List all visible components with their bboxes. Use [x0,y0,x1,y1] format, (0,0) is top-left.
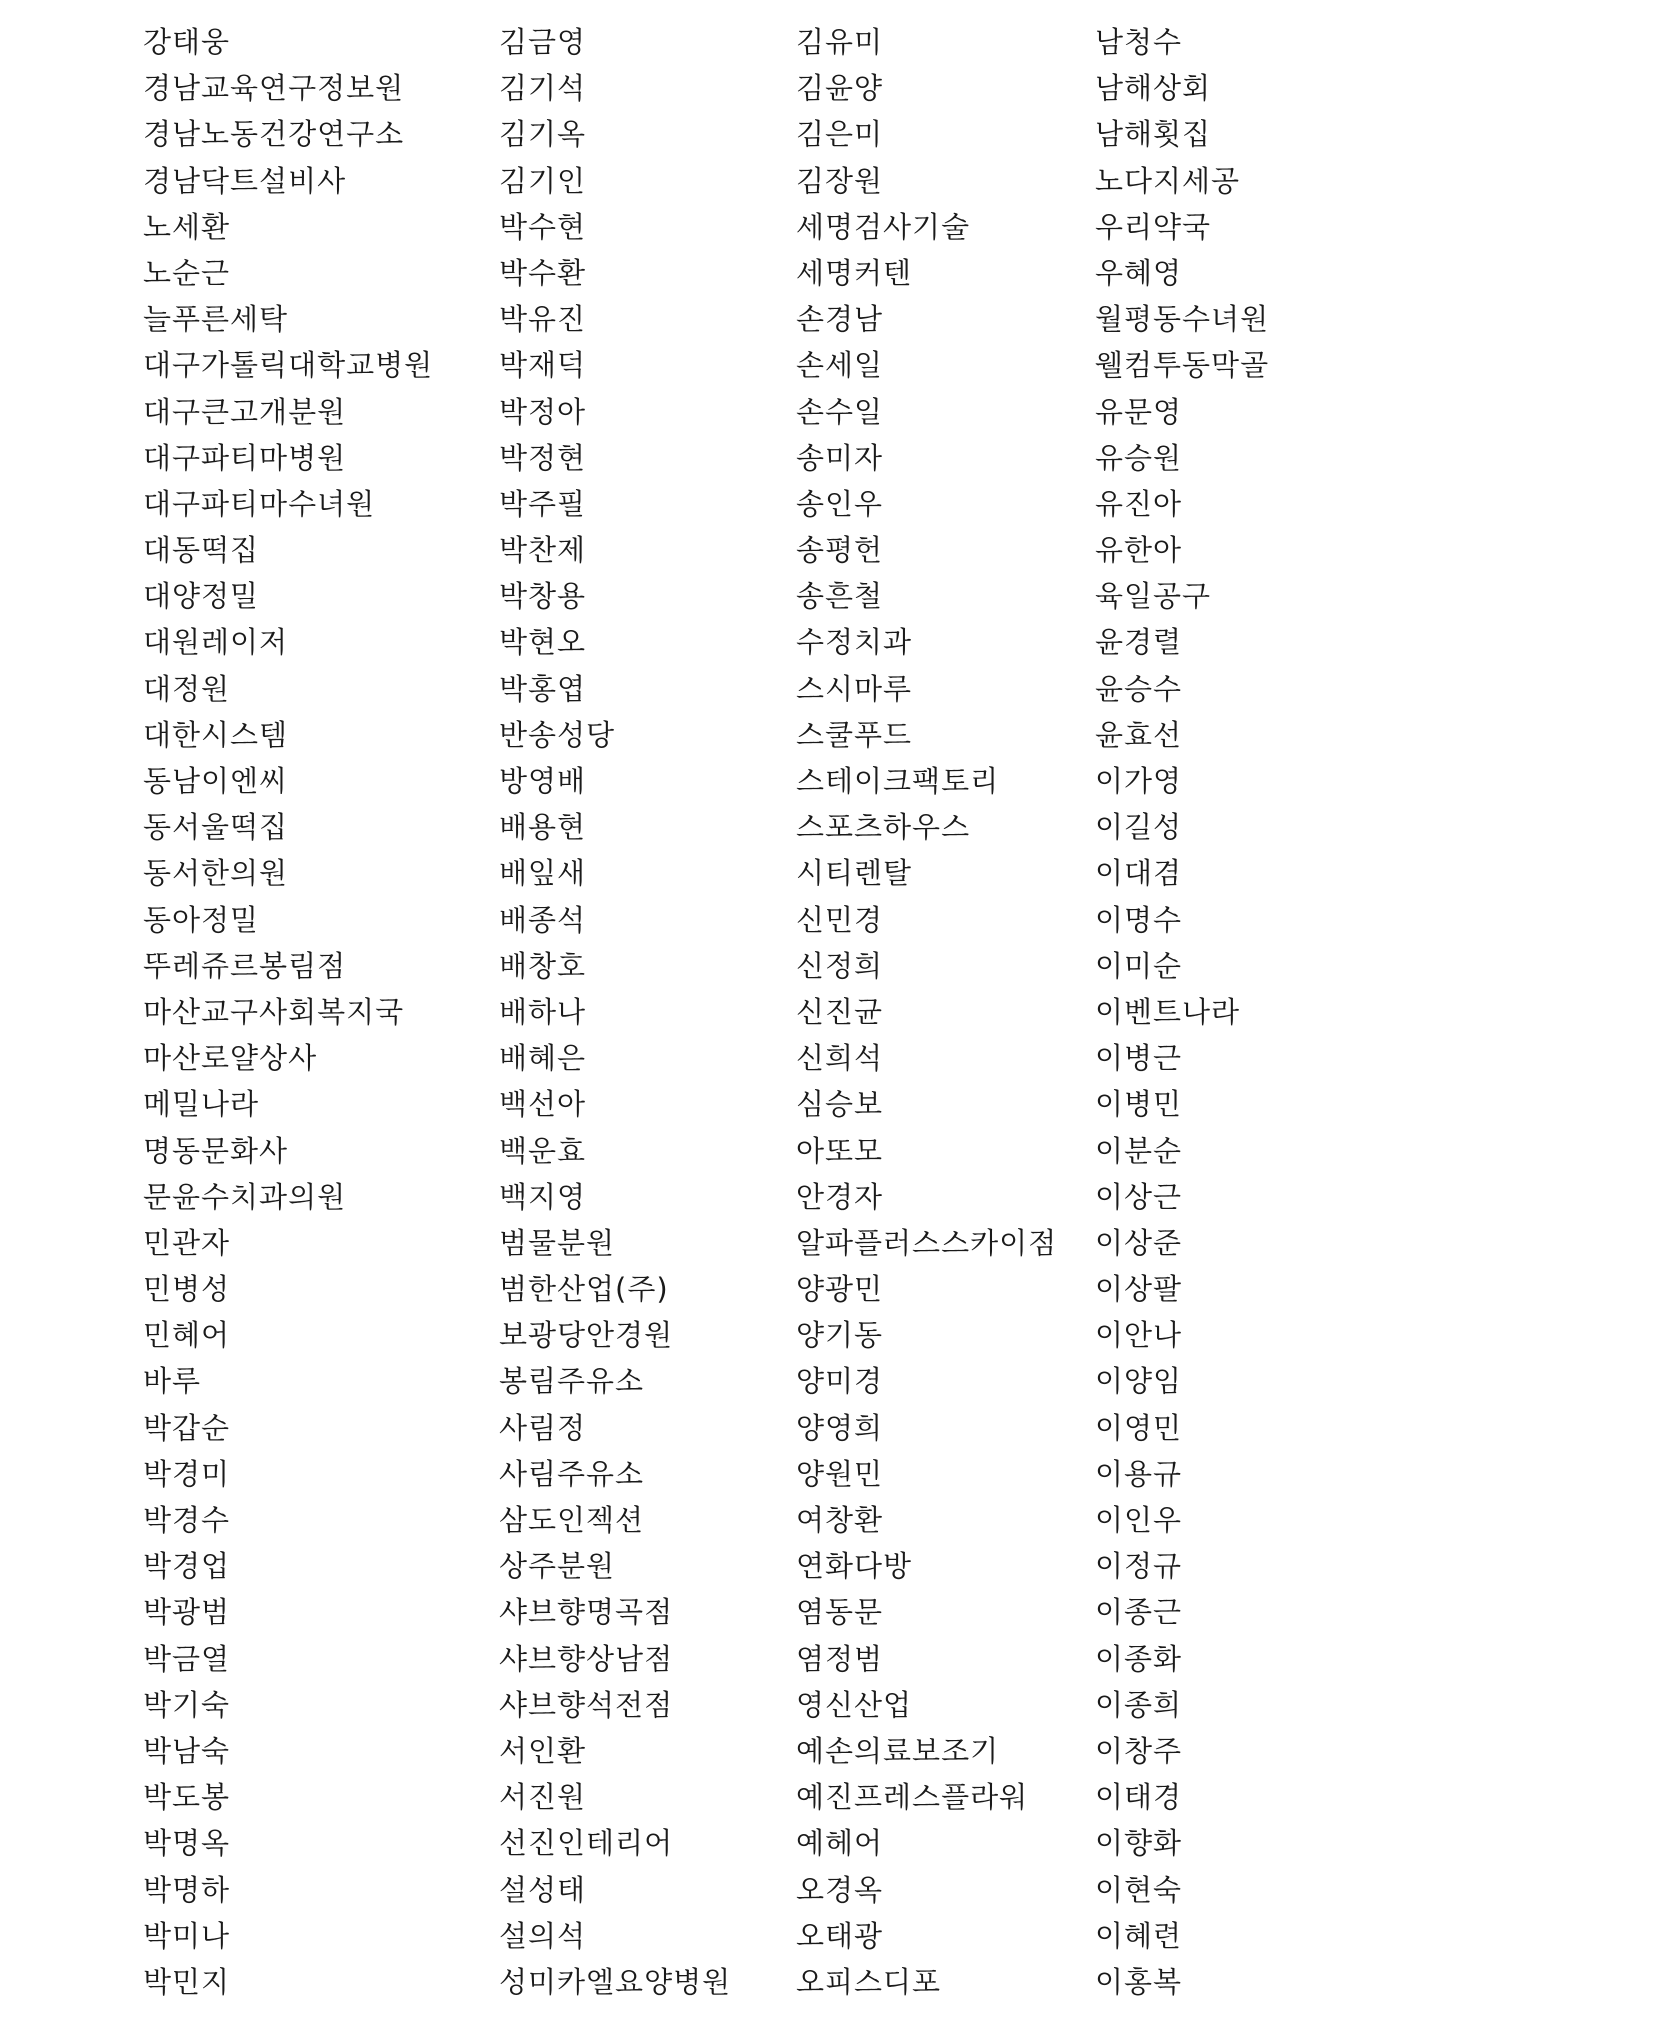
name-entry: 사림주유소 [499,1456,645,1491]
name-entry: 박남숙 [143,1733,231,1768]
name-entry: 스쿨푸드 [796,717,913,752]
name-entry: 마산로얄상사 [143,1041,318,1076]
name-entry: 배혜은 [499,1041,587,1076]
name-entry: 신민경 [796,902,884,937]
name-entry: 손세일 [796,348,884,383]
name-entry: 이상팔 [1095,1272,1183,1307]
name-entry: 박금열 [143,1641,231,1676]
name-column-3 [796,19,1057,2005]
name-entry: 경남닥트설비사 [143,163,347,198]
name-entry: 이종화 [1095,1641,1183,1676]
name-column-1 [143,19,433,2005]
name-entry: 샤브향명곡점 [499,1595,674,1630]
name-entry: 김기인 [499,163,587,198]
name-entry: 양기동 [796,1318,884,1353]
name-entry: 마산교구사회복지국 [143,994,405,1029]
name-entry: 송미자 [796,440,884,475]
name-entry: 신희석 [796,1041,884,1076]
name-entry: 이창주 [1095,1733,1183,1768]
name-entry: 박민지 [143,1964,231,1999]
name-entry: 선진인테리어 [499,1826,674,1861]
name-entry: 염동문 [796,1595,884,1630]
name-entry: 대구파티마병원 [143,440,347,475]
name-entry: 송인우 [796,486,884,521]
name-entry: 아또모 [796,1133,884,1168]
name-entry: 설의석 [499,1918,587,1953]
name-entry: 박갑순 [143,1410,231,1445]
name-entry: 알파플러스스카이점 [796,1225,1058,1260]
name-entry: 이미순 [1095,948,1183,983]
name-entry: 스시마루 [796,671,913,706]
name-entry: 윤경렬 [1095,625,1183,660]
name-entry: 동남이엔씨 [143,764,289,798]
name-entry: 배종석 [499,902,587,937]
name-entry: 뚜레쥬르봉림점 [143,948,347,983]
name-entry: 심승보 [796,1087,884,1122]
name-entry: 범한산업(주) [499,1272,669,1307]
name-entry: 민혜어 [143,1318,231,1353]
name-entry: 양미경 [796,1364,884,1399]
name-entry: 대원레이저 [143,625,289,660]
name-entry: 박경업 [143,1549,231,1584]
name-entry: 유승원 [1095,440,1183,475]
name-entry: 남해상회 [1095,71,1212,106]
name-entry: 송흔철 [796,579,884,614]
name-entry: 범물분원 [499,1225,616,1260]
name-entry: 수정치과 [796,625,913,660]
name-entry: 이명수 [1095,902,1183,937]
name-entry: 서진원 [499,1780,587,1815]
name-entry: 노다지세공 [1095,163,1241,198]
name-entry: 이태경 [1095,1780,1183,1815]
name-entry: 박주필 [499,486,587,521]
name-column-4 [1095,19,1269,2005]
name-entry: 우혜영 [1095,255,1183,290]
name-entry: 스테이크팩토리 [796,764,1000,798]
name-entry: 박현오 [499,625,587,660]
name-entry: 박찬제 [499,533,587,568]
name-entry: 박도봉 [143,1780,231,1815]
name-entry: 박명옥 [143,1826,231,1861]
name-entry: 송평헌 [796,533,884,568]
name-entry: 백선아 [499,1087,587,1122]
name-entry: 늘푸른세탁 [143,302,289,337]
name-entry: 박명하 [143,1872,231,1907]
name-entry: 이상준 [1095,1225,1183,1260]
name-entry: 양광민 [796,1272,884,1307]
name-entry: 서인환 [499,1733,587,1768]
name-entry: 민병성 [143,1272,231,1307]
name-entry: 박경수 [143,1503,231,1537]
name-entry: 이길성 [1095,810,1183,845]
name-entry: 상주분원 [499,1549,616,1584]
name-entry: 명동문화사 [143,1133,289,1168]
name-entry: 스포츠하우스 [796,810,971,845]
name-entry: 배용현 [499,810,587,845]
name-entry: 여창환 [796,1503,884,1537]
name-entry: 동서한의원 [143,856,289,891]
name-entry: 신진균 [796,994,884,1029]
name-entry: 박미나 [143,1918,231,1953]
name-entry: 동서울떡집 [143,810,289,845]
name-entry: 윤효선 [1095,717,1183,752]
name-entry: 대정원 [143,671,231,706]
name-entry: 예진프레스플라워 [796,1780,1029,1815]
name-entry: 김장원 [796,163,884,198]
name-entry: 민관자 [143,1225,231,1260]
name-entry: 경남노동건강연구소 [143,117,405,152]
name-entry: 이대겸 [1095,856,1183,891]
name-entry: 오경옥 [796,1872,884,1907]
name-entry: 이향화 [1095,1826,1183,1861]
name-entry: 박재덕 [499,348,587,383]
name-entry: 경남교육연구정보원 [143,71,405,106]
name-entry: 노세환 [143,209,231,244]
name-entry: 샤브향석전점 [499,1687,674,1722]
name-entry: 양원민 [796,1456,884,1491]
name-entry: 이홍복 [1095,1964,1183,1999]
name-entry: 예손의료보조기 [796,1733,1000,1768]
name-entry: 백지영 [499,1179,587,1214]
name-entry: 김윤양 [796,71,884,106]
name-entry: 박창용 [499,579,587,614]
name-entry: 남청수 [1095,25,1183,59]
name-entry: 박정현 [499,440,587,475]
name-entry: 세명커텐 [796,255,913,290]
name-entry: 이가영 [1095,764,1183,798]
name-entry: 유한아 [1095,533,1183,568]
name-entry: 월평동수녀원 [1095,302,1270,337]
name-entry: 보광당안경원 [499,1318,674,1353]
name-entry: 백운효 [499,1133,587,1168]
name-entry: 이영민 [1095,1410,1183,1445]
name-entry: 이안나 [1095,1318,1183,1353]
name-entry: 방영배 [499,764,587,798]
name-entry: 반송성당 [499,717,616,752]
name-entry: 대한시스템 [143,717,289,752]
name-entry: 오태광 [796,1918,884,1953]
name-entry: 이인우 [1095,1503,1183,1537]
name-entry: 대양정밀 [143,579,260,614]
name-entry: 배창호 [499,948,587,983]
name-entry: 문윤수치과의원 [143,1179,347,1214]
name-entry: 성미카엘요양병원 [499,1964,732,1999]
name-entry: 손경남 [796,302,884,337]
name-entry: 세명검사기술 [796,209,971,244]
name-entry: 대구파티마수녀원 [143,486,376,521]
name-entry: 이상근 [1095,1179,1183,1214]
name-entry: 박정아 [499,394,587,429]
name-entry: 김금영 [499,25,587,59]
name-entry: 이현숙 [1095,1872,1183,1907]
name-entry: 윤승수 [1095,671,1183,706]
name-entry: 이병민 [1095,1087,1183,1122]
name-entry: 남해횟집 [1095,117,1212,152]
name-entry: 동아정밀 [143,902,260,937]
name-entry: 김기석 [499,71,587,106]
name-entry: 설성태 [499,1872,587,1907]
name-entry: 대구큰고개분원 [143,394,347,429]
name-entry: 박수환 [499,255,587,290]
name-entry: 사림정 [499,1410,587,1445]
name-entry: 배잎새 [499,856,587,891]
name-entry: 박홍엽 [499,671,587,706]
name-entry: 육일공구 [1095,579,1212,614]
name-entry: 대구가톨릭대학교병원 [143,348,434,383]
name-entry: 이정규 [1095,1549,1183,1584]
name-entry: 영신산업 [796,1687,913,1722]
name-entry: 박유진 [499,302,587,337]
name-entry: 오피스디포 [796,1964,942,1999]
name-entry: 시티렌탈 [796,856,913,891]
name-entry: 이양임 [1095,1364,1183,1399]
name-entry: 박광범 [143,1595,231,1630]
name-entry: 우리약국 [1095,209,1212,244]
name-entry: 이벤트나라 [1095,994,1241,1029]
name-entry: 이병근 [1095,1041,1183,1076]
name-entry: 삼도인젝션 [499,1503,645,1537]
name-entry: 이종희 [1095,1687,1183,1722]
name-entry: 이용규 [1095,1456,1183,1491]
name-entry: 연화다방 [796,1549,913,1584]
name-entry: 유문영 [1095,394,1183,429]
name-entry: 박기숙 [143,1687,231,1722]
name-entry: 이혜련 [1095,1918,1183,1953]
name-entry: 메밀나라 [143,1087,260,1122]
name-entry: 염정범 [796,1641,884,1676]
name-entry: 이종근 [1095,1595,1183,1630]
name-entry: 김은미 [796,117,884,152]
name-entry: 노순근 [143,255,231,290]
name-entry: 대동떡집 [143,533,260,568]
name-column-2 [499,19,731,2005]
name-entry: 안경자 [796,1179,884,1214]
name-entry: 양영희 [796,1410,884,1445]
name-entry: 배하나 [499,994,587,1029]
name-entry: 김유미 [796,25,884,59]
name-entry: 샤브향상남점 [499,1641,674,1676]
name-entry: 김기옥 [499,117,587,152]
name-entry: 박경미 [143,1456,231,1491]
name-entry: 손수일 [796,394,884,429]
name-entry: 웰컴투동막골 [1095,348,1270,383]
name-entry: 강태웅 [143,25,231,59]
name-entry: 박수현 [499,209,587,244]
name-entry: 봉림주유소 [499,1364,645,1399]
name-entry: 유진아 [1095,486,1183,521]
name-entry: 신정희 [796,948,884,983]
name-entry: 바루 [143,1364,202,1399]
name-entry: 예헤어 [796,1826,884,1861]
name-entry: 이분순 [1095,1133,1183,1168]
